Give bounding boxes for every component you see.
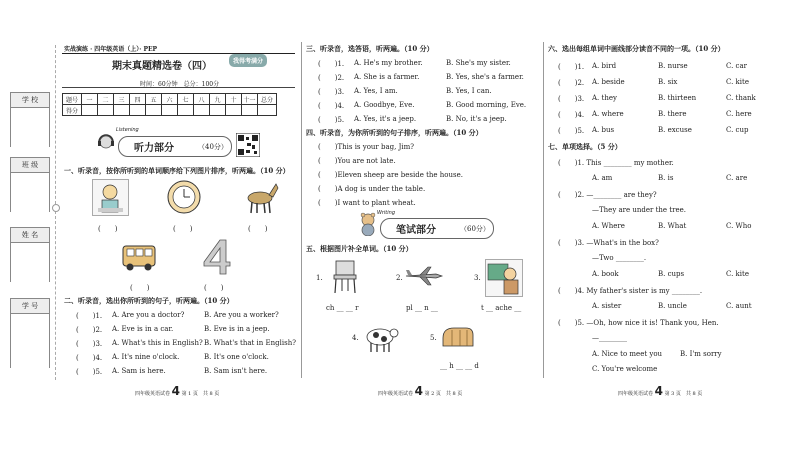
- question-number: ( )3.: [318, 88, 345, 96]
- class-label: 班 级: [10, 157, 50, 173]
- question-number: ( )5.: [318, 116, 345, 124]
- option-b[interactable]: B. I'm sorry: [680, 350, 722, 358]
- question-response: —They are under the tree.: [592, 206, 686, 214]
- option-c[interactable]: C. thank: [726, 94, 756, 102]
- number-four-picture: [200, 238, 232, 276]
- name-label: 姓 名: [10, 227, 50, 243]
- id-field[interactable]: [10, 313, 50, 368]
- score-cell[interactable]: [130, 105, 146, 116]
- question-number: ( )4.: [558, 111, 585, 119]
- option-a[interactable]: A. beside: [592, 78, 625, 86]
- option-c[interactable]: C. kite: [726, 270, 749, 278]
- ordering-item[interactable]: ( )You are not late.: [318, 157, 396, 165]
- cell: 八: [194, 94, 210, 105]
- option-a[interactable]: A. It's nine o'clock.: [112, 353, 180, 361]
- cell: 题号: [63, 94, 82, 105]
- option-a[interactable]: A. where: [592, 110, 624, 118]
- option-c[interactable]: C. are: [726, 174, 748, 182]
- school-label: 学 校: [10, 92, 50, 108]
- option-a[interactable]: A. they: [592, 94, 617, 102]
- listening-title: 听力部分: [134, 143, 174, 154]
- cell: 总分: [258, 94, 277, 105]
- option-b[interactable]: B. Yes, I can.: [446, 87, 492, 95]
- option-b[interactable]: B. Good morning, Eve.: [446, 101, 527, 109]
- cow-picture: [362, 322, 400, 354]
- word-blank[interactable]: __ h __ __ d: [440, 362, 479, 370]
- option-a[interactable]: A. book: [592, 270, 619, 278]
- score-cell[interactable]: [258, 105, 277, 116]
- option-a[interactable]: A. She is a farmer.: [354, 73, 420, 81]
- option-c[interactable]: C. car: [726, 62, 747, 70]
- cell: 一: [82, 94, 98, 105]
- page-3-footer: 四年级英语试卷 4 第 3 页 共 8 页: [618, 384, 703, 398]
- word-blank[interactable]: pl __ n __: [406, 304, 438, 312]
- series-label: 实战演练 · 四年级英语（上）· PEP: [64, 46, 158, 53]
- score-cell[interactable]: [114, 105, 130, 116]
- horse-picture: [240, 178, 280, 216]
- answer-paren[interactable]: ( ): [173, 225, 193, 233]
- cell: 三: [114, 94, 130, 105]
- score-cell[interactable]: [82, 105, 98, 116]
- boy-writing-picture: [92, 179, 129, 216]
- option-b[interactable]: B. What: [658, 222, 687, 230]
- option-c[interactable]: C. here: [726, 110, 752, 118]
- option-b[interactable]: B. She's my sister.: [446, 59, 511, 67]
- question: ( )3. —What's in the box?: [558, 239, 659, 247]
- option-b[interactable]: B. thirteen: [658, 94, 697, 102]
- option-c[interactable]: C. Who: [726, 222, 752, 230]
- teacher-picture: [485, 259, 523, 297]
- question-number: ( )4.: [76, 354, 103, 362]
- score-cell[interactable]: [242, 105, 258, 116]
- section-2-title: 二、听录音，选出你所听到的句子，听两遍。（10 分）: [64, 296, 234, 305]
- question-number: ( )5.: [558, 127, 585, 135]
- plane-picture: [404, 264, 444, 288]
- option-b[interactable]: B. is: [658, 174, 674, 182]
- bread-picture: [440, 322, 476, 352]
- cell: 十一: [242, 94, 258, 105]
- option-c[interactable]: C. You're welcome: [592, 365, 658, 373]
- option-a[interactable]: A. Are you a doctor?: [112, 311, 185, 319]
- question: ( )4. My father's sister is my ________.: [558, 287, 703, 295]
- chair-picture: [328, 259, 362, 295]
- question-number: ( )5.: [76, 368, 103, 376]
- score-table: [62, 93, 277, 116]
- section-5-title: 五、根据图片补全单词。（10 分）: [306, 244, 413, 253]
- word-blank[interactable]: ch __ __ r: [326, 304, 359, 312]
- score-cell[interactable]: [146, 105, 162, 116]
- option-a[interactable]: A. He's my brother.: [354, 59, 423, 67]
- item-number: 3.: [474, 274, 481, 282]
- page-title: 期末真题精选卷（四）: [112, 61, 212, 72]
- option-b[interactable]: B. What's that in English?: [204, 339, 296, 347]
- cell: 七: [178, 94, 194, 105]
- question-number: ( )2.: [76, 326, 103, 334]
- option-a[interactable]: A. Yes, it's a jeep.: [354, 115, 417, 123]
- section-4-title: 四、听录音，为你所听到的句子排序，听两遍。（10 分）: [306, 128, 483, 137]
- score-cell[interactable]: [210, 105, 226, 116]
- option-b[interactable]: B. nurse: [658, 62, 688, 70]
- word-blank[interactable]: t __ ache __: [481, 304, 522, 312]
- option-b[interactable]: B. six: [658, 78, 678, 86]
- option-b[interactable]: B. uncle: [658, 302, 687, 310]
- bus-picture: [120, 240, 158, 274]
- section-7-title: 七、单项选择。（5 分）: [548, 142, 622, 151]
- name-field[interactable]: [10, 242, 50, 282]
- item-number: 4.: [352, 334, 359, 342]
- question-number: ( )1.: [76, 312, 103, 320]
- option-a[interactable]: A. bird: [592, 62, 617, 70]
- badge: 我得考满分: [229, 54, 267, 67]
- section-3-title: 三、听录音，选答语，听两遍。（10 分）: [306, 44, 434, 53]
- binding-hole-icon: [52, 204, 60, 212]
- answer-paren[interactable]: ( ): [98, 225, 118, 233]
- option-a[interactable]: A. bus: [592, 126, 615, 134]
- bear-mascot-icon: [358, 212, 378, 236]
- class-field[interactable]: [10, 172, 50, 212]
- question-response: —Two ________.: [592, 254, 647, 262]
- option-c[interactable]: C. kite: [726, 78, 749, 86]
- option-b[interactable]: B. Yes, she's a farmer.: [446, 73, 524, 81]
- option-b[interactable]: B. Are you a worker?: [204, 311, 279, 319]
- option-a[interactable]: A. Where: [592, 222, 625, 230]
- cell: 二: [98, 94, 114, 105]
- page-1-footer: 四年级英语试卷 4 第 1 页 共 8 页: [135, 384, 220, 398]
- question-number: ( )2.: [558, 79, 585, 87]
- headphone-icon: [96, 131, 116, 151]
- score-cell[interactable]: [98, 105, 114, 116]
- option-b[interactable]: B. Eve is in a jeep.: [204, 325, 270, 333]
- option-a[interactable]: A. sister: [592, 302, 622, 310]
- listening-tag: Listening: [116, 127, 139, 133]
- cell: 得分: [63, 105, 82, 116]
- clock-picture: [166, 179, 202, 215]
- listening-points: （40分）: [198, 143, 228, 151]
- score-cell[interactable]: [194, 105, 210, 116]
- school-field[interactable]: [10, 107, 50, 147]
- writing-tag: Writing: [377, 210, 395, 216]
- score-cell[interactable]: [162, 105, 178, 116]
- cell: 九: [210, 94, 226, 105]
- option-b[interactable]: B. No, it's a jeep.: [446, 115, 507, 123]
- cell: 十: [226, 94, 242, 105]
- option-c[interactable]: C. aunt: [726, 302, 752, 310]
- cell: 五: [146, 94, 162, 105]
- question-number: ( )1.: [558, 63, 585, 71]
- option-b[interactable]: B. Sam isn't here.: [204, 367, 268, 375]
- option-a[interactable]: A. Eve is in a car.: [112, 325, 174, 333]
- page-2-footer: 四年级英语试卷 4 第 2 页 共 8 页: [378, 384, 463, 398]
- section-6-title: 六、选出每组单词中画线部分读音不同的一项。（10 分）: [548, 44, 725, 53]
- cell: 六: [162, 94, 178, 105]
- question-number: ( )2.: [318, 74, 345, 82]
- ordering-item[interactable]: ( )Eleven sheep are beside the house.: [318, 171, 463, 179]
- writing-title: 笔试部分: [396, 225, 436, 236]
- option-b[interactable]: B. excuse: [658, 126, 692, 134]
- option-b[interactable]: B. It's one o'clock.: [204, 353, 269, 361]
- item-number: 2.: [396, 274, 403, 282]
- question: ( )2. —________ are they?: [558, 191, 657, 199]
- question-response: —________: [592, 334, 627, 342]
- item-number: 5.: [430, 334, 437, 342]
- option-a[interactable]: A. What's this in English?: [112, 339, 203, 347]
- cell: 四: [130, 94, 146, 105]
- question: ( )5. —Oh, how nice it is! Thank you, Hen.: [558, 319, 719, 327]
- option-a[interactable]: A. Yes, I am.: [354, 87, 398, 95]
- option-a[interactable]: A. Goodbye, Eve.: [354, 101, 415, 109]
- question-number: ( )4.: [318, 102, 345, 110]
- option-b[interactable]: B. there: [658, 110, 687, 118]
- score-cell[interactable]: [178, 105, 194, 116]
- option-c[interactable]: C. cup: [726, 126, 749, 134]
- question-number: ( )3.: [76, 340, 103, 348]
- writing-points: （60分）: [460, 225, 490, 233]
- question-number: ( )1.: [318, 60, 345, 68]
- ordering-item[interactable]: ( )A dog is under the table.: [318, 185, 426, 193]
- qr-code-icon: [236, 133, 260, 157]
- score-cell[interactable]: [226, 105, 242, 116]
- answer-paren[interactable]: ( ): [248, 225, 268, 233]
- section-1-title: 一、听录音，按你所听到的单词顺序给下列图片排序，听两遍。（10 分）: [64, 166, 290, 175]
- id-label: 学 号: [10, 298, 50, 314]
- option-a[interactable]: A. Sam is here.: [112, 367, 166, 375]
- answer-paren[interactable]: ( ): [130, 284, 150, 292]
- question: ( )1. This ________ my mother.: [558, 159, 674, 167]
- option-a[interactable]: A. Nice to meet you: [592, 350, 663, 358]
- time-info: 时间：60分钟 总分：100分: [140, 81, 220, 88]
- option-a[interactable]: A. am: [592, 174, 613, 182]
- ordering-item[interactable]: ( )This is your bag, Jim?: [318, 143, 415, 151]
- option-b[interactable]: B. cups: [658, 270, 685, 278]
- question-number: ( )3.: [558, 95, 585, 103]
- item-number: 1.: [316, 274, 323, 282]
- answer-paren[interactable]: ( ): [204, 284, 224, 292]
- ordering-item[interactable]: ( )I want to plant wheat.: [318, 199, 416, 207]
